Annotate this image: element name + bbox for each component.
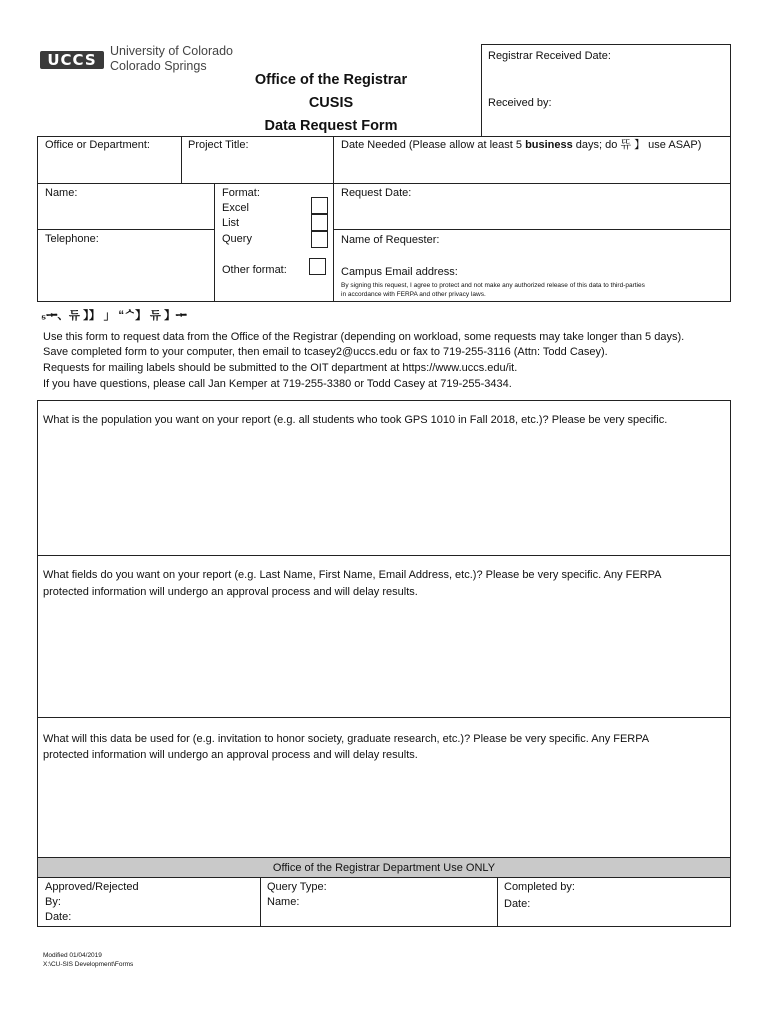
query-name-label: Name: xyxy=(267,896,300,908)
form-title: Data Request Form xyxy=(264,118,398,134)
fields-question-cont: protected information will undergo an approval process and will delay results. xyxy=(43,586,418,598)
campus-name: Colorado Springs xyxy=(110,59,207,73)
date-needed-field[interactable] xyxy=(337,153,727,181)
completed-by-label: Completed by: xyxy=(504,881,575,893)
request-date-label: Request Date: xyxy=(341,187,412,199)
instructions-heading: ₅ᆃ、듀 】】 」 “ᄉ】 듀 】ᆃ xyxy=(41,310,187,322)
date-needed-label: Date Needed (Please allow at least 5 business days; do 뜌 】 use ASAP) xyxy=(341,139,702,151)
file-path: X:\CU-SIS Development\Forms xyxy=(43,961,134,968)
other-format-checkbox[interactable] xyxy=(309,258,326,275)
divider xyxy=(333,229,731,230)
format-other-label: Other format: xyxy=(222,264,287,276)
divider xyxy=(214,183,215,302)
office-department-field[interactable] xyxy=(40,153,178,181)
divider xyxy=(497,877,498,927)
telephone-field[interactable] xyxy=(40,247,210,299)
name-field[interactable] xyxy=(40,200,210,227)
request-date-field[interactable] xyxy=(337,200,727,227)
project-title-label: Project Title: xyxy=(188,139,249,151)
divider xyxy=(37,183,731,184)
query-type-label: Query Type: xyxy=(267,881,327,893)
office-use-section xyxy=(37,877,731,927)
format-list-label: List xyxy=(222,217,240,229)
form-title-system: CUSIS xyxy=(308,95,354,111)
registrar-received-date-label: Registrar Received Date: xyxy=(488,50,611,62)
format-label: Format: xyxy=(222,187,260,199)
uccs-logo: UCCS xyxy=(40,51,104,69)
name-label: Name: xyxy=(45,187,78,199)
office-use-heading: Office of the Registrar Department Use ONLY xyxy=(272,862,496,874)
divider xyxy=(333,136,334,302)
instructions-line: Save completed form to your computer, then email to tcasey2@uccs.edu or fax to 719-255-3116 (Attn: Todd Casey). xyxy=(43,346,608,358)
query-checkbox[interactable] xyxy=(311,231,328,248)
instructions-line: Requests for mailing labels should be submitted to the OIT department at https://www.uccs.edu/it. xyxy=(43,362,518,374)
excel-checkbox[interactable] xyxy=(311,197,328,214)
form-title-office: Office of the Registrar xyxy=(254,72,408,88)
project-title-field[interactable] xyxy=(185,153,330,181)
divider xyxy=(181,136,182,184)
modified-date: Modified 01/04/2019 xyxy=(43,952,102,959)
fields-question: What fields do you want on your report (e.g. Last Name, First Name, Email Address, etc.)? Please be very specific. Any FERPA xyxy=(43,569,662,581)
usage-question-cont: protected information will undergo an approval process and will delay results. xyxy=(43,749,418,761)
list-checkbox[interactable] xyxy=(311,214,328,231)
campus-email-label: Campus Email address: xyxy=(341,266,458,278)
telephone-label: Telephone: xyxy=(45,233,99,245)
office-department-label: Office or Department: xyxy=(45,139,150,151)
signing-statement-cont: in accordance with FERPA and other privacy laws. xyxy=(341,291,486,298)
university-name: University of Colorado xyxy=(110,44,233,58)
population-question: What is the population you want on your report (e.g. all students who took GPS 1010 in Fall 2018, etc.)? Please be very specific. xyxy=(43,414,668,426)
divider xyxy=(37,229,215,230)
format-excel-label: Excel xyxy=(222,202,249,214)
received-by-label: Received by: xyxy=(488,97,552,109)
approved-by-label: By: xyxy=(45,896,61,908)
usage-question: What will this data be used for (e.g. invitation to honor society, graduate research, etc.)? Please be very specific. Any FERPA xyxy=(43,733,650,745)
approved-rejected-label: Approved/Rejected xyxy=(45,881,139,893)
signing-statement: By signing this request, I agree to protect and not make any authorized release of this data to third-parties xyxy=(341,282,645,289)
name-of-requester-field[interactable] xyxy=(337,247,727,263)
instructions-line: Use this form to request data from the Office of the Registrar (depending on workload, some requests may take longer than 5 days). xyxy=(43,331,685,343)
format-query-label: Query xyxy=(222,233,252,245)
instructions-line: If you have questions, please call Jan Kemper at 719-255-3380 or Todd Casey at 719-255-3434. xyxy=(43,378,512,390)
approved-date-label: Date: xyxy=(45,911,72,923)
divider xyxy=(260,877,261,927)
completed-date-label: Date: xyxy=(504,898,531,910)
name-of-requester-label: Name of Requester: xyxy=(341,234,440,246)
